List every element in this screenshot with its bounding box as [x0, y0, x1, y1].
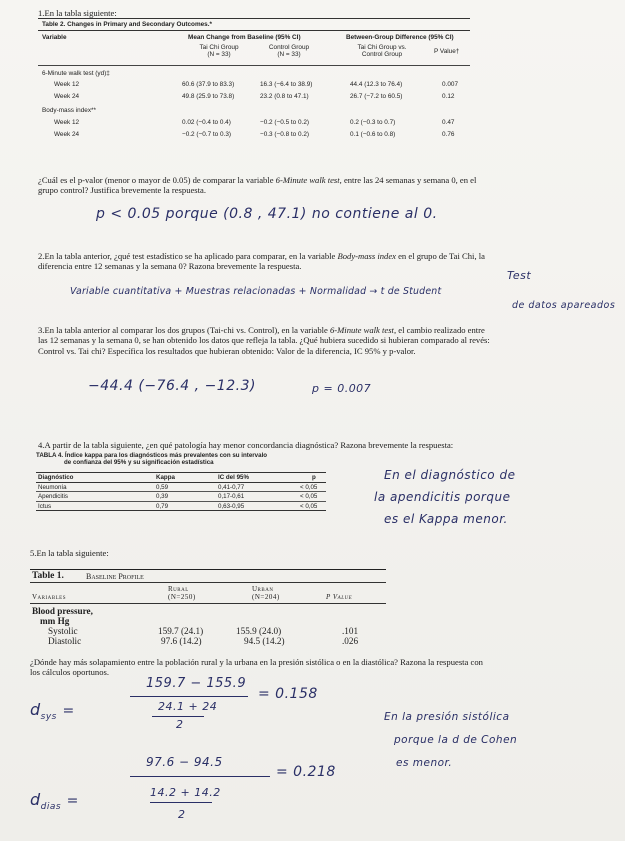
table-1-row-label: Systolic	[48, 626, 78, 636]
sub-vs2: Control Group	[361, 51, 403, 58]
col-between: Between-Group Difference (95% CI)	[346, 34, 454, 41]
sub-vs: Tai Chi Group vs.	[357, 44, 407, 51]
d-sys-den-top: 24.1 + 24	[158, 700, 218, 713]
sub-taichi-n: (N = 33)	[207, 51, 231, 58]
table-2-row-label: Body-mass index**	[42, 107, 96, 114]
col-rural: Rural	[168, 585, 189, 593]
d-dias-result: = 0.218	[276, 764, 336, 780]
table-2-cell: 0.47	[442, 119, 455, 126]
q5-answer: En la presión sistólica porque la d de Cohen es menor.	[384, 711, 518, 769]
q1-answer: p < 0.05 porque (0.8 , 47.1) no contiene al 0.	[96, 206, 438, 222]
table-1-cell: .101	[342, 626, 359, 636]
table-4-cell: < 0,05	[300, 493, 318, 500]
table-1-group2: mm Hg	[40, 616, 70, 626]
table-2-cell: 0.12	[442, 93, 455, 100]
q3-answer-diff: −44.4 (−76.4 , −12.3)	[88, 378, 256, 394]
table-4	[36, 452, 326, 511]
q5-heading: 5.En la tabla siguiente:	[30, 548, 109, 558]
d-sys-den-bar	[152, 716, 204, 717]
q1-question: ¿Cuál es el p-valor (menor o mayor de 0.05) de comparar la variable 6-Minute walk test, entre las 24 semanas y semana 0, en el grupo control? Justifica brevemente la respuesta.	[38, 175, 477, 196]
table-4-cell: 0,41-0,77	[218, 483, 245, 491]
table-2-cell: 0.2 (−0.3 to 0.7)	[350, 119, 396, 126]
table-2-cell: 49.8 (25.9 to 73.8)	[182, 93, 235, 100]
col-urban: Urban	[252, 585, 274, 593]
table-2-row-label: Week 12	[54, 119, 80, 126]
table-4-header: Kappa	[156, 474, 175, 481]
table-2	[38, 18, 470, 142]
q4-answer: En el diagnóstico de la apendicitis porque es el Kappa menor.	[374, 468, 516, 526]
col-variables: Variables	[32, 593, 67, 601]
table-2-cell: 60.6 (37.9 to 83.3)	[182, 81, 235, 88]
table-2-row-label: 6-Minute walk test (yd)‡	[42, 70, 110, 77]
d-sys-result: = 0.158	[258, 686, 318, 702]
table-1	[30, 569, 386, 648]
col-urban-n: (N=204)	[252, 593, 280, 601]
table-4-cell: 0,59	[156, 483, 169, 491]
q5-question: ¿Dónde hay más solapamiento entre la población rural y la urbana en la presión sistólica o en la diastólica? Razona la respuesta con los cálculos oportunos.	[30, 657, 483, 678]
d-dias-label: $d_{dias}$ =	[30, 790, 79, 813]
table-4-cell: Apendicitis	[38, 493, 68, 500]
table-2-cell: 16.3 (−6.4 to 38.9)	[260, 81, 313, 88]
table-2-cell: −0.3 (−0.8 to 0.2)	[260, 131, 310, 138]
q3-question: 3.En la tabla anterior al comparar los dos grupos (Tai-chi vs. Control), en la variable 6-Minute walk test, el cambio realizado entre las 12 semanas y la semana 0, se han obtenido los datos que refleja la tabla. ¿Qué hubiera sucedido si hubieran comparado al revés: Control vs. Tai chi? Específica los resultados que hubieran obtenido: Valor de la diferencia, IC 95% y p-valor.	[38, 325, 490, 356]
table-2-row-label: Week 24	[54, 131, 80, 138]
table-2-cell: −0.2 (−0.5 to 0.2)	[260, 119, 310, 126]
table-1-cell: .026	[342, 636, 359, 646]
table-2-cell: 23.2 (0.8 to 47.1)	[260, 93, 309, 100]
table-1-cell: 97.6 (14.2)	[161, 636, 202, 646]
d-sys-numerator: 159.7 − 155.9	[146, 676, 247, 691]
table-4-title: TABLA 4. Índice kappa para los diagnósticos más prevalentes con su intervalo	[36, 452, 268, 459]
table-2-cell: 0.02 (−0.4 to 0.4)	[182, 119, 231, 126]
q2-answer-bottom: de datos apareados	[512, 300, 616, 311]
d-dias-den-top: 14.2 + 14.2	[150, 786, 221, 799]
table-4-cell: < 0,05	[300, 483, 318, 491]
q2-answer-top: Test	[507, 269, 532, 282]
table-2-cell: 0.1 (−0.6 to 0.8)	[350, 131, 396, 138]
table-4-cell: < 0,05	[300, 502, 318, 510]
table-1-cell: 94.5 (14.2)	[244, 636, 285, 646]
table-2-row-label: Week 12	[54, 81, 80, 88]
table-4-header: Diagnóstico	[38, 474, 74, 481]
table-4-header: p	[312, 474, 316, 481]
table-4-cell: 0,39	[156, 493, 169, 500]
table-1-cell: 155.9 (24.0)	[236, 626, 282, 636]
table-1-group: Blood pressure,	[32, 606, 93, 616]
d-dias-fraction-bar	[130, 776, 270, 777]
q4-question: 4.A partir de la tabla siguiente, ¿en qué patología hay menor concordancia diagnóstica? Razona brevemente la respuesta:	[38, 440, 454, 450]
q3-answer-p: p = 0.007	[312, 382, 372, 395]
q2-question: 2.En la tabla anterior, ¿qué test estadístico se ha aplicado para comparar, en la variable Body-mass index en el grupo de Tai Chi, la diferencia entre 12 semanas y la semana 0? Razona brevemente la respuesta.	[38, 251, 485, 272]
table-2-cell: 0.76	[442, 131, 455, 138]
table-2-cell: 0.007	[442, 81, 458, 88]
table-1-title: Table 1.	[32, 571, 64, 581]
q1-heading: 1.En la tabla siguiente:	[38, 8, 117, 18]
col-rural-n: (N=250)	[168, 593, 196, 601]
sub-pvalue: P Value†	[434, 48, 460, 55]
d-dias-den-bottom: 2	[178, 808, 186, 821]
table-4-cell: Ictus	[38, 502, 52, 510]
d-sys-den-bottom: 2	[176, 718, 184, 731]
d-dias-den-bar	[150, 802, 212, 803]
table-1-cell: 159.7 (24.1)	[158, 626, 204, 636]
col-mean-change: Mean Change from Baseline (95% CI)	[188, 34, 301, 41]
d-dias-numerator: 97.6 − 94.5	[146, 755, 223, 769]
table-4-cell: Neumonía	[38, 483, 67, 491]
table-1-title-rest: Baseline Profile	[86, 572, 144, 581]
table-1-row-label: Diastolic	[48, 636, 82, 646]
col-variable: Variable	[42, 34, 67, 41]
table-4-cell: 0,79	[156, 502, 169, 510]
table-2-cell: 44.4 (12.3 to 76.4)	[350, 81, 403, 88]
q2-answer: Variable cuantitativa + Muestras relacionadas + Normalidad → t de Student	[70, 286, 442, 297]
table-4-cell: 0,63-0,95	[218, 502, 245, 510]
d-sys-fraction-bar	[130, 696, 248, 697]
table-4-header: IC del 95%	[218, 474, 249, 481]
col-p: P Value	[326, 593, 353, 601]
table-2-row-label: Week 24	[54, 93, 80, 100]
table-4-title2: de confianza del 95% y su significación estadística	[64, 459, 214, 466]
d-sys-label: $d_{sys}$ =	[30, 700, 75, 723]
table-4-cell: 0,17-0,61	[218, 493, 245, 500]
sub-control: Control Group	[268, 44, 310, 51]
table-2-cell: −0.2 (−0.7 to 0.3)	[182, 131, 232, 138]
sub-control-n: (N = 33)	[277, 51, 301, 58]
sub-taichi: Tai Chi Group	[199, 44, 239, 51]
table-2-cell: 26.7 (−7.2 to 60.5)	[350, 93, 403, 100]
table-2-caption: Table 2. Changes in Primary and Secondary Outcomes.*	[42, 21, 212, 28]
